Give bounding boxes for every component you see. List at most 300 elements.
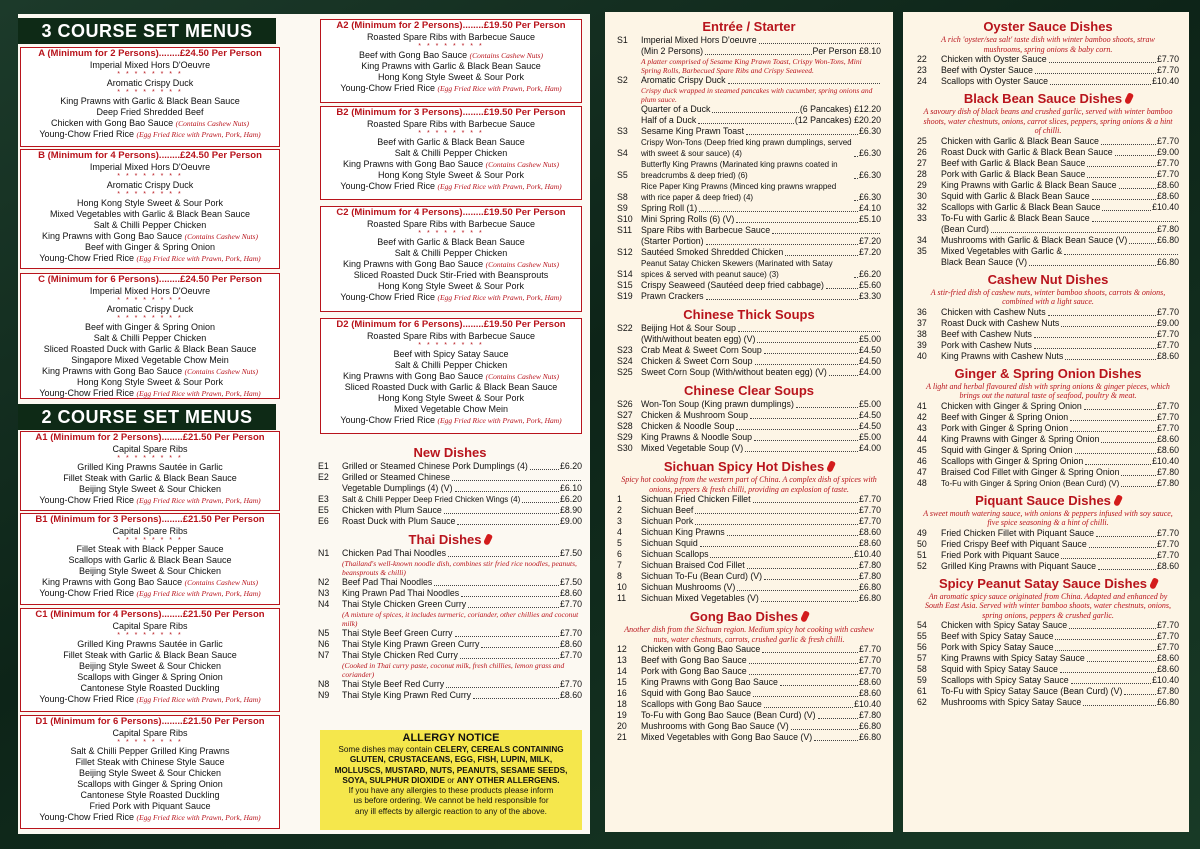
item-name: Scallops with Oyster Sauce [941, 76, 1049, 86]
menu-item-row [318, 628, 582, 639]
set-menu-item [21, 304, 279, 315]
set-menu-item [21, 672, 279, 683]
menu-item-row [318, 505, 582, 516]
item-price: £5.10 [858, 214, 881, 224]
dot-leader [1087, 177, 1156, 178]
dot-leader [757, 342, 858, 343]
menu-item-row [318, 494, 582, 505]
item-name: Beijing Hot & Sour Soup [641, 323, 736, 333]
menu-item-row [617, 644, 881, 655]
three-course-heading: 3 COURSE SET MENUS [18, 18, 276, 44]
menu-item-row [617, 280, 881, 291]
item-name: Thai Style Beef Red Curry [342, 679, 445, 689]
item-name: Chicken with Plum Sauce [342, 505, 442, 515]
dot-leader [1089, 547, 1156, 548]
set-menu-item-note: (Contains Cashew Nuts) [485, 372, 559, 381]
dot-leader [753, 502, 858, 503]
item-price: £7.70 [559, 679, 582, 689]
item-price: £8.60 [1156, 560, 1179, 571]
stars-divider: * * * * * * * * [117, 739, 183, 746]
menu-item-row [917, 318, 1179, 329]
set-menu-item-name: Imperial Mixed Hors D'Oeuvre [89, 162, 211, 172]
item-price: £7.70 [858, 516, 881, 526]
set-menu-item-name: Salt & Chilli Pepper Chicken [394, 148, 508, 158]
set-menu-item-name: Capital Spare Ribs [112, 444, 188, 454]
menu-item-row [917, 664, 1179, 675]
set-menu-item-name: Beijing Style Sweet & Sour Chicken [78, 566, 222, 576]
gongbao-description: Another dish from the Sichuan region. Medium spicy hot cooking with cashew nuts, water chestnuts, carrots, crushed garlic & fresh chilli. [624, 625, 874, 644]
menu-item-row [917, 631, 1179, 642]
set-menu-item-name: Fillet Steak with Garlic & Black Bean Sauce [63, 473, 237, 483]
set-menu-item-name: King Prawns with Gong Bao Sauce [343, 371, 486, 381]
item-price: £7.70 [1156, 527, 1179, 538]
item-number: 32 [917, 201, 927, 212]
item-name: To-Fu with Ginger & Spring Onion (Bean Curd) (V) [941, 478, 1120, 488]
set-menu-item [21, 812, 279, 823]
set-menu-item-name: Salt & Chilli Pepper Chicken [93, 220, 207, 230]
item-price: £3.30 [858, 291, 881, 301]
blackbean-description: A savoury dish of black beans and crushed garlic, served with winter bamboo shoots, water chestnuts, onions, carrot slices, peppers, spring onions & a hint of chilli. [923, 107, 1173, 135]
item-price: £6.80 [858, 732, 881, 742]
menu-item-row [617, 410, 881, 421]
dot-leader [1069, 628, 1156, 629]
item-name: Mixed Vegetables with Gong Bao Sauce (V) [641, 732, 813, 742]
set-menu-item-name: Capital Spare Ribs [112, 621, 188, 631]
item-number: 22 [917, 54, 927, 64]
dot-leader [1034, 337, 1156, 338]
set-menu-item [21, 286, 279, 297]
item-number: 24 [917, 76, 927, 86]
item-price: (6 Pancakes) £12.20 [799, 104, 881, 114]
dot-leader [1084, 409, 1156, 410]
item-number: 4 [617, 527, 622, 537]
stars-divider: * * * * * * * * [117, 632, 183, 639]
dot-leader [448, 556, 559, 557]
sichuan-description: Spicy hot cooking from the western part of China. A complex dish of spices with onions, peppers & fresh chilli, providing an explosion of taste. [621, 475, 877, 494]
item-price: £7.50 [559, 577, 582, 587]
set-menu-item [21, 462, 279, 473]
set-menu-item-name: Cantonese Style Roasted Duckling [80, 790, 220, 800]
item-number: S9 [617, 203, 628, 213]
item-price: £7.70 [559, 650, 582, 660]
item-number: S2 [617, 75, 628, 85]
set-menu-item [21, 388, 279, 399]
set-menu-item-note: (Egg Fried Rice with Prawn, Pork, Ham) [437, 84, 562, 93]
item-name: Sichuan Scallops [641, 549, 709, 559]
menu-item-row [318, 577, 582, 588]
menu-item-row [318, 472, 582, 483]
item-price: £7.70 [1156, 306, 1179, 317]
set-menu-item [21, 198, 279, 209]
set-menu-item-name: Aromatic Crispy Duck [106, 78, 194, 88]
item-price: £4.50 [858, 421, 881, 431]
item-name: Thai Style Chicken Green Curry [342, 599, 467, 609]
item-price: £5.00 [858, 432, 881, 442]
set-menu-item-name: Beijing Style Sweet & Sour Chicken [78, 768, 222, 778]
item-number: 13 [617, 655, 627, 665]
set-menu-item [321, 371, 581, 382]
set-menu-item-name: Fried Pork with Piquant Sauce [89, 801, 211, 811]
item-price: £7.70 [858, 655, 881, 665]
item-name: Spare Ribs with Barbecue Sauce [641, 225, 771, 235]
item-price: £9.00 [559, 516, 582, 526]
item-name: Grilled King Prawns with Piquant Sauce [941, 560, 1097, 571]
item-price: £6.30 [858, 126, 881, 136]
set-menu-item [21, 650, 279, 661]
menu-item-row [318, 679, 582, 690]
menu-item-row [617, 367, 881, 378]
item-price: £8.60 [1156, 350, 1179, 361]
sauces-column [917, 18, 1179, 708]
menu-item-row [617, 115, 881, 126]
item-number: S15 [617, 280, 633, 290]
set-menu-item [21, 220, 279, 231]
item-price: £10.40 [854, 549, 881, 559]
dot-leader [1085, 464, 1151, 465]
dot-leader [1029, 265, 1156, 266]
menu-item-row [617, 258, 881, 280]
stars-divider: * * * * * * * * [117, 297, 183, 304]
dot-leader [705, 54, 811, 55]
set-menu-item [321, 292, 581, 303]
set-menu-item [321, 393, 581, 404]
dot-leader [1119, 188, 1156, 189]
allergy-title: ALLERGY NOTICE [402, 732, 500, 744]
item-price: £7.70 [1156, 422, 1179, 433]
set-menu-box [320, 318, 582, 434]
dot-leader [1124, 694, 1156, 695]
menu-item-row [617, 203, 881, 214]
dot-leader [791, 729, 858, 730]
set-menu-item [321, 137, 581, 148]
item-name: Roast Duck with Garlic & Black Bean Sauce [941, 146, 1113, 157]
dot-leader [1121, 486, 1156, 487]
item-number: S27 [617, 410, 633, 420]
set-menu-item-name: Young-Chow Fried Rice [39, 588, 137, 598]
item-price: £8.60 [1156, 190, 1179, 201]
item-number: 44 [917, 433, 927, 444]
item-price: £8.60 [1156, 433, 1179, 444]
menu-item-row [917, 642, 1179, 653]
dot-leader [854, 277, 858, 278]
item-name: Sweet Corn Soup (With/without beaten egg) (V) [641, 367, 827, 377]
set-menu-item-name: King Prawns with Gong Bao Sauce [42, 577, 185, 587]
dot-leader [728, 83, 880, 84]
thai-section-title [318, 531, 582, 548]
menu-item-row [617, 699, 881, 710]
dot-leader [785, 255, 858, 256]
item-price: £6.20 [858, 269, 881, 279]
dot-leader [460, 658, 559, 659]
item-name: Mixed Vegetables with Garlic & [941, 245, 1063, 256]
dot-leader [695, 513, 858, 514]
item-number: S11 [617, 225, 632, 235]
set-menu-item [21, 162, 279, 173]
item-price: £7.20 [858, 236, 881, 246]
set-menu-item [321, 170, 581, 181]
set-menu-box [320, 206, 582, 312]
set-menu-box [320, 106, 582, 200]
set-menu-item-name: Young-Chow Fried Rice [39, 253, 137, 263]
dot-leader [1075, 453, 1156, 454]
menu-item-row [318, 548, 582, 559]
dot-leader [1035, 73, 1156, 74]
item-name: To-Fu with Garlic & Black Bean Sauce [941, 212, 1090, 223]
item-name: Prawn Crackers [641, 291, 704, 301]
set-menu-item [321, 83, 581, 94]
item-name: Mushrooms with Garlic & Black Bean Sauce (V) [941, 234, 1128, 245]
set-menu-item [21, 768, 279, 779]
item-number: 30 [917, 190, 927, 201]
set-menu-box [20, 608, 280, 712]
menu-item-row [617, 75, 881, 86]
dot-leader [1087, 166, 1156, 167]
item-price: £7.70 [858, 494, 881, 504]
item-price: £4.50 [858, 410, 881, 420]
dot-leader [444, 513, 559, 514]
menu-item-row [617, 323, 881, 334]
item-number: N7 [318, 650, 330, 660]
item-number: 14 [617, 666, 627, 676]
item-price: Per Person £8.10 [812, 46, 881, 56]
dot-leader [814, 740, 858, 741]
menu-item-row [917, 401, 1179, 412]
chilli-icon [826, 460, 836, 473]
set-menu-item [21, 96, 279, 107]
satay-section-title [917, 575, 1179, 592]
dot-leader [1050, 84, 1151, 85]
set-menu-item [21, 377, 279, 388]
set-menu-item [21, 526, 279, 537]
dot-leader [764, 353, 858, 354]
set-menu-item-name: Chicken with Gong Bao Sauce [51, 118, 176, 128]
set-menu-item [21, 728, 279, 739]
item-number: E2 [318, 472, 329, 482]
menu-item-row [917, 224, 1179, 235]
cashew-title-text: Cashew Nut Dishes [987, 271, 1109, 287]
item-price: £7.70 [1156, 65, 1179, 75]
item-number: 5 [617, 538, 622, 548]
menu-item-row [318, 690, 582, 701]
set-menu-item [321, 61, 581, 72]
set-menu-title: D1 (Minimum for 6 Persons)........£21.50 Per Person [35, 716, 265, 727]
dot-leader [854, 178, 858, 179]
item-number: 55 [917, 631, 927, 641]
dot-leader [1060, 672, 1156, 673]
item-price: £10.40 [1152, 201, 1179, 212]
set-menu-item-name: King Prawns with Gong Bao Sauce [42, 231, 185, 241]
gongbao-title-text: Gong Bao Dishes [689, 609, 799, 624]
set-menu-item-note: (Contains Cashew Nuts) [485, 260, 559, 269]
item-number: S24 [617, 356, 633, 366]
item-number: 41 [917, 400, 927, 411]
item-name: Imperial Mixed Hors D'oeuvre [641, 35, 757, 45]
item-number: N9 [318, 690, 330, 700]
set-menu-item [21, 366, 279, 377]
menu-item-row [917, 620, 1179, 631]
set-menu-item-note: (Contains Cashew Nuts) [184, 367, 258, 376]
set-menu-item-name: Beef with Garlic & Black Bean Sauce [377, 237, 525, 247]
item-name: (Min 2 Persons) [641, 46, 704, 56]
set-menu-item-name: Roasted Spare Ribs with Barbecue Sauce [366, 32, 536, 42]
item-name: Crispy Won-Tons (Deep fried king prawn dumplings, served with sweet & sour sauce) (4) [641, 138, 852, 158]
item-number: 18 [617, 699, 627, 709]
set-menu-item [321, 259, 581, 270]
dot-leader [1129, 243, 1156, 244]
dot-leader [706, 244, 858, 245]
dot-leader [1055, 639, 1156, 640]
dot-leader [854, 200, 858, 201]
item-price: £4.50 [858, 356, 881, 366]
item-number: 42 [917, 411, 927, 422]
set-menu-item-name: Hong Kong Style Sweet & Sour Pork [377, 393, 525, 403]
item-number: 47 [917, 466, 927, 477]
dot-leader [522, 502, 559, 503]
set-menu-item-name: Deep Fried Shredded Beef [96, 107, 204, 117]
item-price: £8.60 [559, 639, 582, 649]
menu-item-row [617, 432, 881, 443]
item-name: Half of a Duck [641, 115, 697, 125]
item-subtext: (A mixture of spices, it includes turmeric, coriander, other chillies and coconut milk) [342, 610, 579, 628]
set-menu-item-name: Roasted Spare Ribs with Barbecue Sauce [366, 219, 536, 229]
item-name: Sichuan Mushrooms (V) [641, 582, 736, 592]
set-menu-item-note: (Contains Cashew Nuts) [175, 119, 249, 128]
menu-item-row [617, 181, 881, 203]
item-number: 12 [617, 644, 627, 654]
menu-item-row [617, 732, 881, 743]
menu-item-row [617, 688, 881, 699]
item-name: Beef with Oyster Sauce [941, 65, 1033, 75]
item-number: S26 [617, 399, 633, 409]
dot-leader [753, 696, 858, 697]
item-name: Chicken with Spicy Satay Sauce [941, 620, 1068, 630]
menu-item-row [917, 351, 1179, 362]
item-price: £8.90 [559, 505, 582, 515]
set-menu-item [21, 444, 279, 455]
item-number: 35 [917, 245, 927, 256]
dot-leader [761, 601, 858, 602]
item-number: 36 [917, 306, 927, 317]
set-menu-item-name: Roasted Spare Ribs with Barbecue Sauce [366, 119, 536, 129]
item-price: £4.00 [858, 367, 881, 377]
item-name: Thai Style King Prawn Red Curry [342, 690, 472, 700]
newdishes-section-title [318, 444, 582, 461]
item-price: £6.30 [858, 170, 881, 180]
menu-item-row [617, 35, 881, 46]
set-menu-item-name: Sliced Roasted Duck with Garlic & Black Bean Sauce [43, 344, 257, 354]
set-menu-item [21, 555, 279, 566]
chilli-icon [1149, 577, 1159, 590]
item-price: £7.70 [1156, 411, 1179, 422]
item-price: £8.60 [858, 677, 881, 687]
new-and-thai-column [318, 444, 582, 701]
set-menu-item [21, 544, 279, 555]
stars-divider: * * * * * * * * [117, 173, 183, 180]
menu-item-row [917, 686, 1179, 697]
item-number: S22 [617, 323, 633, 333]
item-price: £7.70 [1156, 538, 1179, 549]
set-menu-item-name: Fillet Steak with Chinese Style Sauce [75, 757, 225, 767]
item-price: £7.80 [1156, 466, 1179, 477]
set-menu-item-name: Beef with Ginger & Spring Onion [84, 322, 216, 332]
set-menu-item-name: Roasted Spare Ribs with Barbecue Sauce [366, 331, 536, 341]
set-menu-title: A2 (Minimum for 2 Persons)........£19.50 Per Person [336, 20, 566, 31]
item-name: Rice Paper King Prawns (Minced king prawns wrapped with rice paper & deep fried) (4) [641, 182, 837, 202]
dot-leader [1065, 359, 1156, 360]
menu-item-row [917, 423, 1179, 434]
set-menu-item [21, 790, 279, 801]
oyster-title-text: Oyster Sauce Dishes [983, 19, 1113, 34]
set-menu-item-name: King Prawns with Garlic & Black Bean Sauce [60, 96, 240, 106]
menu-item-row [617, 593, 881, 604]
item-price: £4.50 [858, 345, 881, 355]
item-price: £7.70 [858, 644, 881, 654]
item-name: Sichuan To-Fu (Bean Curd) (V) [641, 571, 763, 581]
item-price: £7.70 [1156, 620, 1179, 630]
dot-leader [1055, 650, 1156, 651]
item-price: £10.40 [1152, 76, 1179, 86]
item-number: 21 [617, 732, 627, 742]
item-name: Beef with Cashew Nuts [941, 328, 1032, 339]
set-menu-item [321, 415, 581, 426]
item-name: Salt & Chilli Pepper Deep Fried Chicken Wings (4) [342, 495, 521, 504]
item-number: 11 [617, 593, 627, 603]
ginger-description: A light and herbal flavoured dish with spring onions & ginger pieces, which brings out the natural taste of seafood, poultry & meat. [926, 381, 1170, 400]
ginger-section-title [917, 365, 1179, 382]
item-name: Fried Pork with Piquant Sauce [941, 549, 1060, 560]
set-menu-item-name: Young-Chow Fried Rice [39, 812, 137, 822]
piquant-section-title [917, 492, 1179, 509]
set-menu-item [21, 779, 279, 790]
item-price: £7.70 [858, 505, 881, 515]
menu-item-row [917, 478, 1179, 489]
menu-item-row [917, 147, 1179, 158]
item-price: £6.80 [858, 593, 881, 603]
set-menu-item-name: Grilled King Prawns Sautée in Garlic [77, 639, 223, 649]
menu-item-row [917, 76, 1179, 87]
item-number: 15 [617, 677, 627, 687]
menu-item-row [917, 136, 1179, 147]
menu-item-row [617, 126, 881, 137]
menu-item-row [318, 588, 582, 599]
set-menu-title: A (Minimum for 2 Persons)........£24.50 Per Person [38, 48, 262, 59]
menu-item-row [617, 538, 881, 549]
item-number: 20 [617, 721, 627, 731]
piquant-title-text: Piquant Sauce Dishes [975, 492, 1111, 508]
blackbean-section-title [917, 90, 1179, 107]
stars-divider: * * * * * * * * [418, 342, 484, 349]
menu-item-row [617, 159, 881, 181]
item-price: £4.10 [858, 203, 881, 213]
dot-leader [749, 674, 858, 675]
dot-leader [712, 112, 798, 113]
item-name: Mini Spring Rolls (6) (V) [641, 214, 735, 224]
set-menu-title: C1 (Minimum for 4 Persons)........£21.50 Per Person [35, 609, 265, 620]
item-number: 57 [917, 653, 927, 663]
stars-divider: * * * * * * * * [418, 130, 484, 137]
set-menu-item-name: Young-Chow Fried Rice [340, 83, 438, 93]
item-name: Mixed Vegetable Soup (V) [641, 443, 744, 453]
set-menu-item [321, 148, 581, 159]
item-price: £7.70 [858, 666, 881, 676]
item-name: King Prawn Pad Thai Noodles [342, 588, 460, 598]
set-menu-item-name: Salt & Chilli Pepper Grilled King Prawns [70, 746, 230, 756]
dot-leader [1102, 210, 1151, 211]
item-number: 38 [917, 328, 927, 339]
item-name: Quarter of a Duck [641, 104, 711, 114]
item-price: £9.00 [1156, 146, 1179, 157]
set-menu-title: C2 (Minimum for 4 Persons)........£19.50 Per Person [336, 207, 566, 218]
